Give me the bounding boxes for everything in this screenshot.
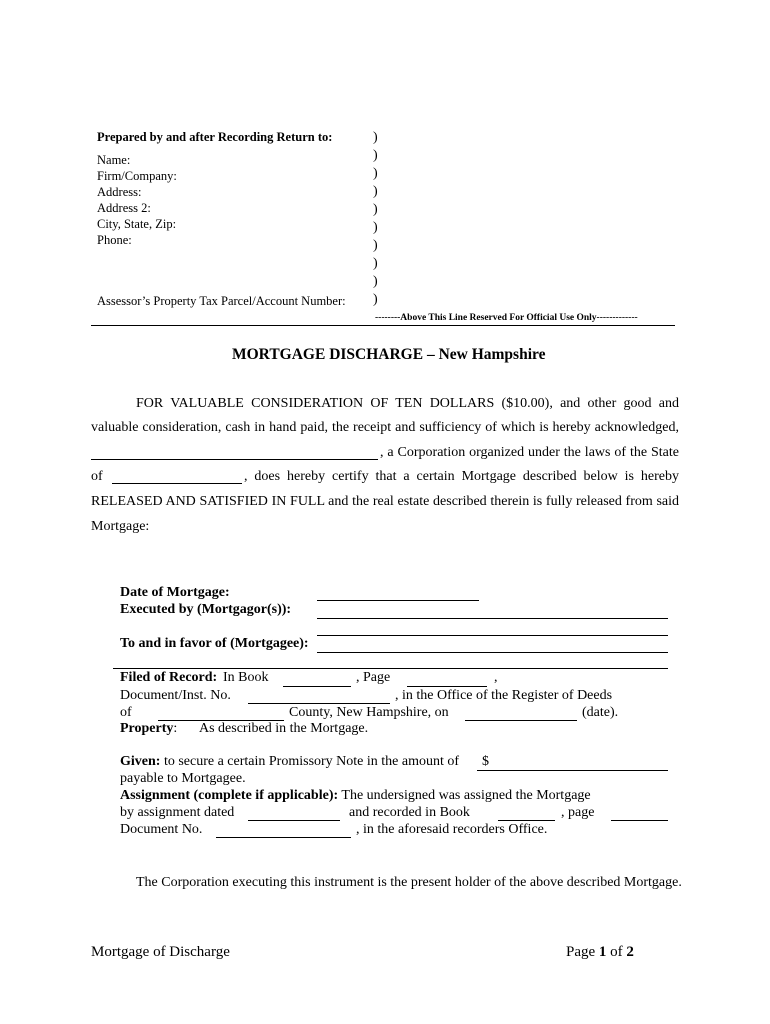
prepared-by-label: Prepared by and after Recording Return to: [97, 130, 333, 144]
recording-date-blank[interactable] [465, 720, 577, 721]
city-state-zip-label: City, State, Zip: [97, 217, 177, 231]
header-paren: ) [373, 238, 378, 253]
header-paren: ) [373, 256, 378, 271]
intro-line-6: Mortgage: [91, 519, 150, 534]
header-paren: ) [373, 202, 378, 217]
property-label: Property [120, 721, 174, 736]
recorded-in-book-label: and recorded in Book [349, 805, 470, 820]
name-label: Name: [97, 153, 131, 167]
page-comma: , [494, 670, 498, 685]
doc-inst-label: Document/Inst. No. [120, 688, 231, 703]
header-paren: ) [373, 166, 378, 181]
address2-label: Address 2: [97, 201, 151, 215]
closing-statement: The Corporation executing this instrument is the present holder of the above described Mortgage. [136, 875, 682, 890]
intro-line-1: FOR VALUABLE CONSIDERATION OF TEN DOLLARS ($10.00), and other good and [136, 396, 679, 411]
official-use-note: --------Above This Line Reserved For Official Use Only------------- [375, 313, 638, 323]
intro-line-4: , does hereby certify that a certain Mortgage described below is hereby [244, 469, 679, 484]
doc-inst-blank[interactable] [248, 703, 390, 704]
document-title: MORTGAGE DISCHARGE – New Hampshire [232, 346, 546, 363]
by-assignment-label: by assignment dated [120, 805, 235, 820]
page-total: 2 [626, 944, 634, 960]
page-label: , Page [356, 670, 391, 685]
in-favor-of-label: To and in favor of (Mortgagee): [120, 636, 309, 651]
executed-by-label: Executed by (Mortgagor(s)): [120, 602, 292, 617]
in-book-label: In Book [223, 670, 269, 685]
mortgagee-blank-1[interactable] [317, 635, 668, 636]
assignment-text: The undersigned was assigned the Mortgage [341, 788, 591, 803]
intro-line-2: valuable consideration, cash in hand paid, the receipt and sufficiency of which is hereby acknowledged, [91, 420, 679, 435]
phone-label: Phone: [97, 233, 132, 247]
dollar-sign: $ [482, 754, 489, 769]
firm-company-label: Firm/Company: [97, 169, 177, 183]
filed-of-record-label: Filed of Record: [120, 670, 218, 685]
mortgagee-blank-2[interactable] [317, 652, 668, 653]
register-of-deeds-label: , in the Office of the Register of Deeds [395, 688, 613, 703]
of-label: of [120, 705, 132, 720]
header-paren: ) [373, 292, 378, 307]
page-indicator [566, 944, 634, 961]
assignment-book-blank[interactable] [498, 820, 555, 821]
note-amount-blank[interactable] [477, 770, 668, 771]
header-paren: ) [373, 274, 378, 289]
given-text: to secure a certain Promissory Note in the amount of [163, 754, 460, 769]
page-lower-label: , page [561, 805, 595, 820]
date-of-mortgage-label: Date of Mortgage: [120, 585, 230, 600]
header-paren: ) [373, 148, 378, 163]
page-number: 1 [598, 944, 607, 960]
assignment-doc-blank[interactable] [216, 837, 351, 838]
header-paren: ) [373, 220, 378, 235]
assignment-page-blank[interactable] [611, 820, 668, 821]
assessor-label: Assessor’s Property Tax Parcel/Account Number: [97, 294, 346, 308]
page-blank[interactable] [407, 686, 487, 687]
header-paren: ) [373, 130, 378, 145]
date-of-mortgage-blank[interactable] [317, 600, 479, 601]
header-divider [91, 325, 675, 326]
state-blank[interactable] [112, 483, 242, 484]
county-label: County, New Hampshire, on [289, 705, 449, 720]
payable-label: payable to Mortgagee. [120, 771, 246, 786]
header-paren: ) [373, 184, 378, 199]
mortgagor-blank[interactable] [317, 618, 668, 619]
given-label: Given: [120, 754, 161, 769]
of-word: of [610, 944, 623, 960]
details-divider [113, 668, 668, 669]
assignment-label: Assignment (complete if applicable): [120, 788, 339, 803]
property-value: As described in the Mortgage. [199, 721, 369, 736]
address-label: Address: [97, 185, 142, 199]
corporation-name-blank[interactable] [91, 459, 378, 460]
intro-of: of [91, 469, 103, 484]
document-no-label: Document No. [120, 822, 203, 837]
assignment-date-blank[interactable] [248, 820, 340, 821]
page-word: Page [566, 944, 596, 960]
date-label: (date). [582, 705, 619, 720]
book-blank[interactable] [283, 686, 351, 687]
footer-title: Mortgage of Discharge [91, 944, 230, 960]
aforesaid-label: , in the aforesaid recorders Office. [356, 822, 548, 837]
property-colon: : [173, 721, 178, 736]
intro-line-5: RELEASED AND SATISFIED IN FULL and the real estate described therein is fully released from said [91, 494, 679, 509]
intro-line-3: , a Corporation organized under the laws of the State [380, 445, 679, 460]
